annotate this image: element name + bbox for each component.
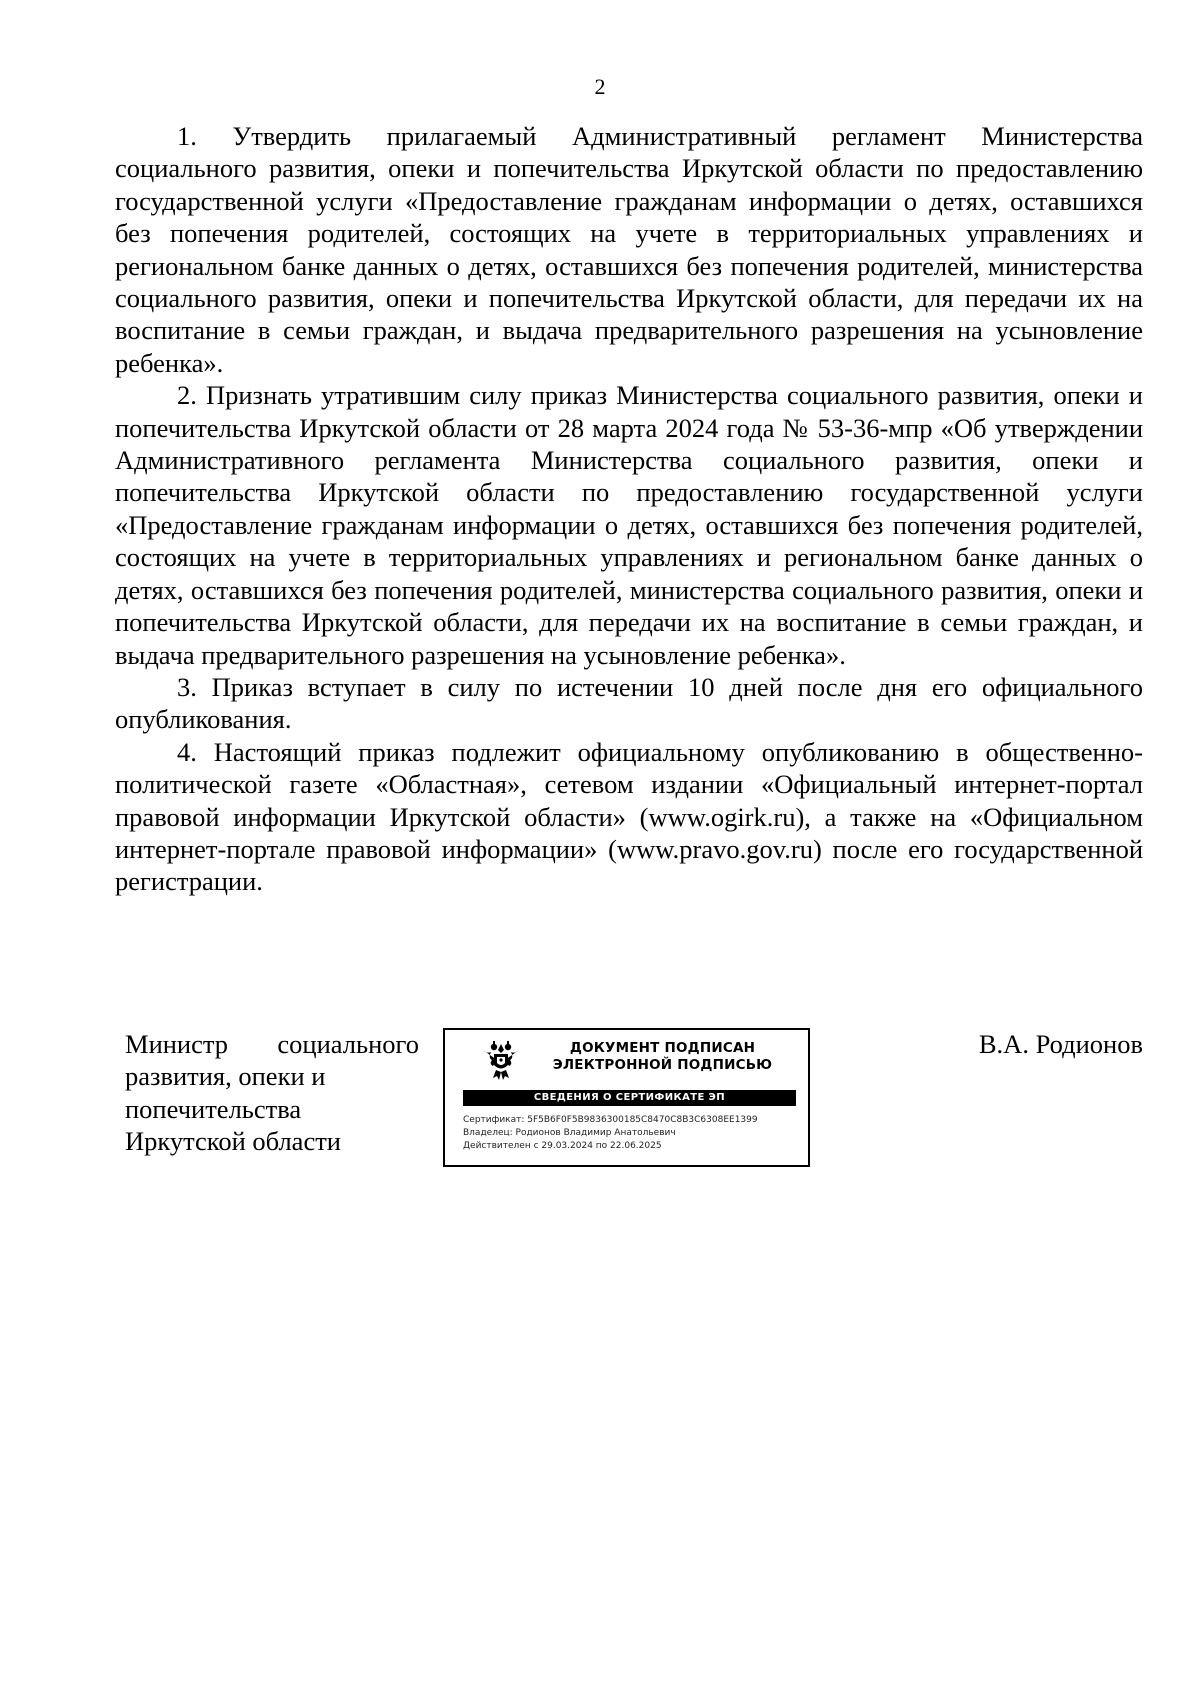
signatory-title-line-3: Иркутской области bbox=[125, 1126, 341, 1157]
certificate-info-bar: СВЕДЕНИЯ О СЕРТИФИКАТЕ ЭП bbox=[463, 1090, 796, 1106]
signatory-title bbox=[125, 1028, 419, 1158]
electronic-signature-stamp bbox=[443, 1028, 810, 1167]
paragraph-2: 2. Признать утратившим силу приказ Министерства социального развития, опеки и попечительства Иркутской области от 28 марта 2024 года № 53-36-мпр «Об утверждении Административного регламента Министерства социального развития, опеки и попечительства Иркутской области по предоставлению государственной услуги «Предоставление гражданам информации о детях, оставшихся без попечения родителей, состоящих на учете в территориальных управлениях и региональном банке данных о детях, оставшихся без попечения родителей, министерства социального развития, опеки и попечительства Иркутской области, для передачи их на воспитание в семьи граждан, и выдача предварительного разрешения на усыновление ребенка». bbox=[115, 380, 1143, 670]
stamp-heading-line-2: ЭЛЕКТРОННОЙ ПОДПИСЬЮ bbox=[552, 1057, 773, 1073]
document-body bbox=[115, 120, 1143, 898]
certificate-validity: Действителен с 29.03.2024 по 22.06.2025 bbox=[463, 1141, 662, 1151]
paragraph-3: 3. Приказ вступает в силу по истечении 10 дней после дня его официального опубликования. bbox=[115, 671, 1143, 735]
signatory-title-line-2: попечительства bbox=[125, 1093, 302, 1124]
certificate-owner: Владелец: Родионов Владимир Анатольевич bbox=[463, 1128, 676, 1138]
certificate-number: Сертификат: 5F5B6F0F5B9836300185C8470C8B3C6308EE1399 bbox=[463, 1115, 758, 1125]
page-number: 2 bbox=[594, 74, 606, 99]
stamp-heading-line-1: ДОКУМЕНТ ПОДПИСАН bbox=[569, 1040, 756, 1056]
paragraph-1: 1. Утвердить прилагаемый Административный регламент Министерства социального развития, опеки и попечительства Иркутской области по предоставлению государственной услуги «Предоставление гражданам информации о детях, оставшихся без попечения родителей, состоящих на учете в территориальных управлениях и региональном банке данных о детях, оставшихся без попечения родителей, министерства социального развития, опеки и попечительства Иркутской области, для передачи их на воспитание в семьи граждан, и выдача предварительного разрешения на усыновление ребенка». bbox=[115, 121, 1143, 378]
coat-of-arms-icon bbox=[479, 1038, 523, 1082]
paragraph-4: 4. Настоящий приказ подлежит официальному опубликованию в общественно-политической газете «Областная», сетевом издании «Официальный интернет-портал правовой информации Иркутской области» (www.ogirk.ru), а также на «Официальном интернет-портале правовой информации» (www.pravo.gov.ru) после его государственной регистрации. bbox=[115, 736, 1143, 897]
signatory-name: В.А. Родионов bbox=[978, 1029, 1143, 1059]
signatory-title-line-1: Министр социального развития, опеки и bbox=[125, 1029, 419, 1092]
stamp-heading bbox=[535, 1040, 790, 1074]
